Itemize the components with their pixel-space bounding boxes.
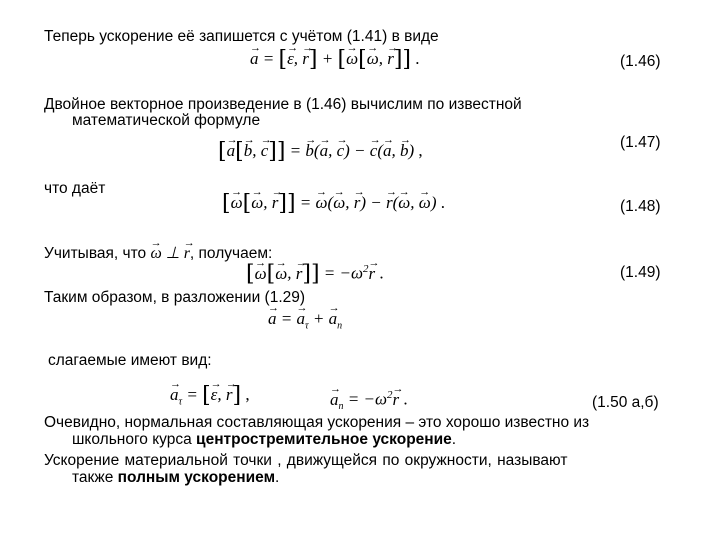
- text-line: Таким образом, в разложении (1.29): [44, 289, 306, 306]
- text-fragment: .: [451, 431, 457, 448]
- text-fragment: , получаем:: [189, 245, 273, 262]
- text-line: Очевидно, нормальная составляющая ускорения – это хорошо известно из: [44, 414, 590, 431]
- equation-number: (1.46): [620, 53, 661, 70]
- text-fragment: также: [72, 469, 114, 486]
- text-line: математической формуле: [72, 112, 261, 129]
- equation-number: (1.48): [620, 198, 661, 215]
- term-bold: центростремительное ускорение: [196, 431, 452, 448]
- equation-number: (1.47): [620, 134, 661, 151]
- equation-number: (1.50 а,б): [592, 394, 659, 411]
- text-line: [72, 431, 456, 449]
- text-line: Ускорение материальной точки , движущейся по окружности, называют: [44, 452, 568, 469]
- equation-1-50b: → $a_n = -\omega^2\to r$ .: [330, 384, 408, 418]
- equation-1-49: [→ ω[→ ω, → $r]] = -\omega^2\to r$ .: [246, 258, 384, 286]
- text-fragment: .: [275, 469, 280, 486]
- equation-1-46: → a = [→ ε, → r] + [→ ω[→ ω, → r]] .: [250, 48, 420, 71]
- text-fragment: Учитывая, что: [44, 245, 147, 262]
- equation-number: (1.49): [620, 264, 661, 281]
- equation-1-48: [→ ω[→ ω, → r]] = → ω(→ ω, → r) − → r(→ ω, → ω) .: [222, 192, 445, 215]
- text-line: [44, 243, 272, 265]
- equation-1-50a: → $a_\tau$ = [→ ε, → r] ,: [170, 384, 250, 413]
- text-line: [72, 469, 279, 487]
- term-bold: полным ускорением: [117, 469, 276, 486]
- equation-1-29: → a = → $a_\tau$ + → $a_n$: [268, 308, 342, 337]
- inline-math: → ω ⊥ → r: [150, 245, 189, 262]
- text-line: слагаемые имеют вид:: [48, 352, 212, 369]
- text-line: Теперь ускорение её запишется с учётом (1.41) в виде: [44, 28, 439, 45]
- text-line: что даёт: [44, 180, 106, 197]
- text-line: Двойное векторное произведение в (1.46) вычислим по известной: [44, 96, 522, 113]
- text-fragment: школьного курса: [72, 431, 192, 448]
- equation-1-47: [→ a[→ b, → c]] = → b(→ a, → c) − → c(→ a, → b) ,: [218, 140, 423, 163]
